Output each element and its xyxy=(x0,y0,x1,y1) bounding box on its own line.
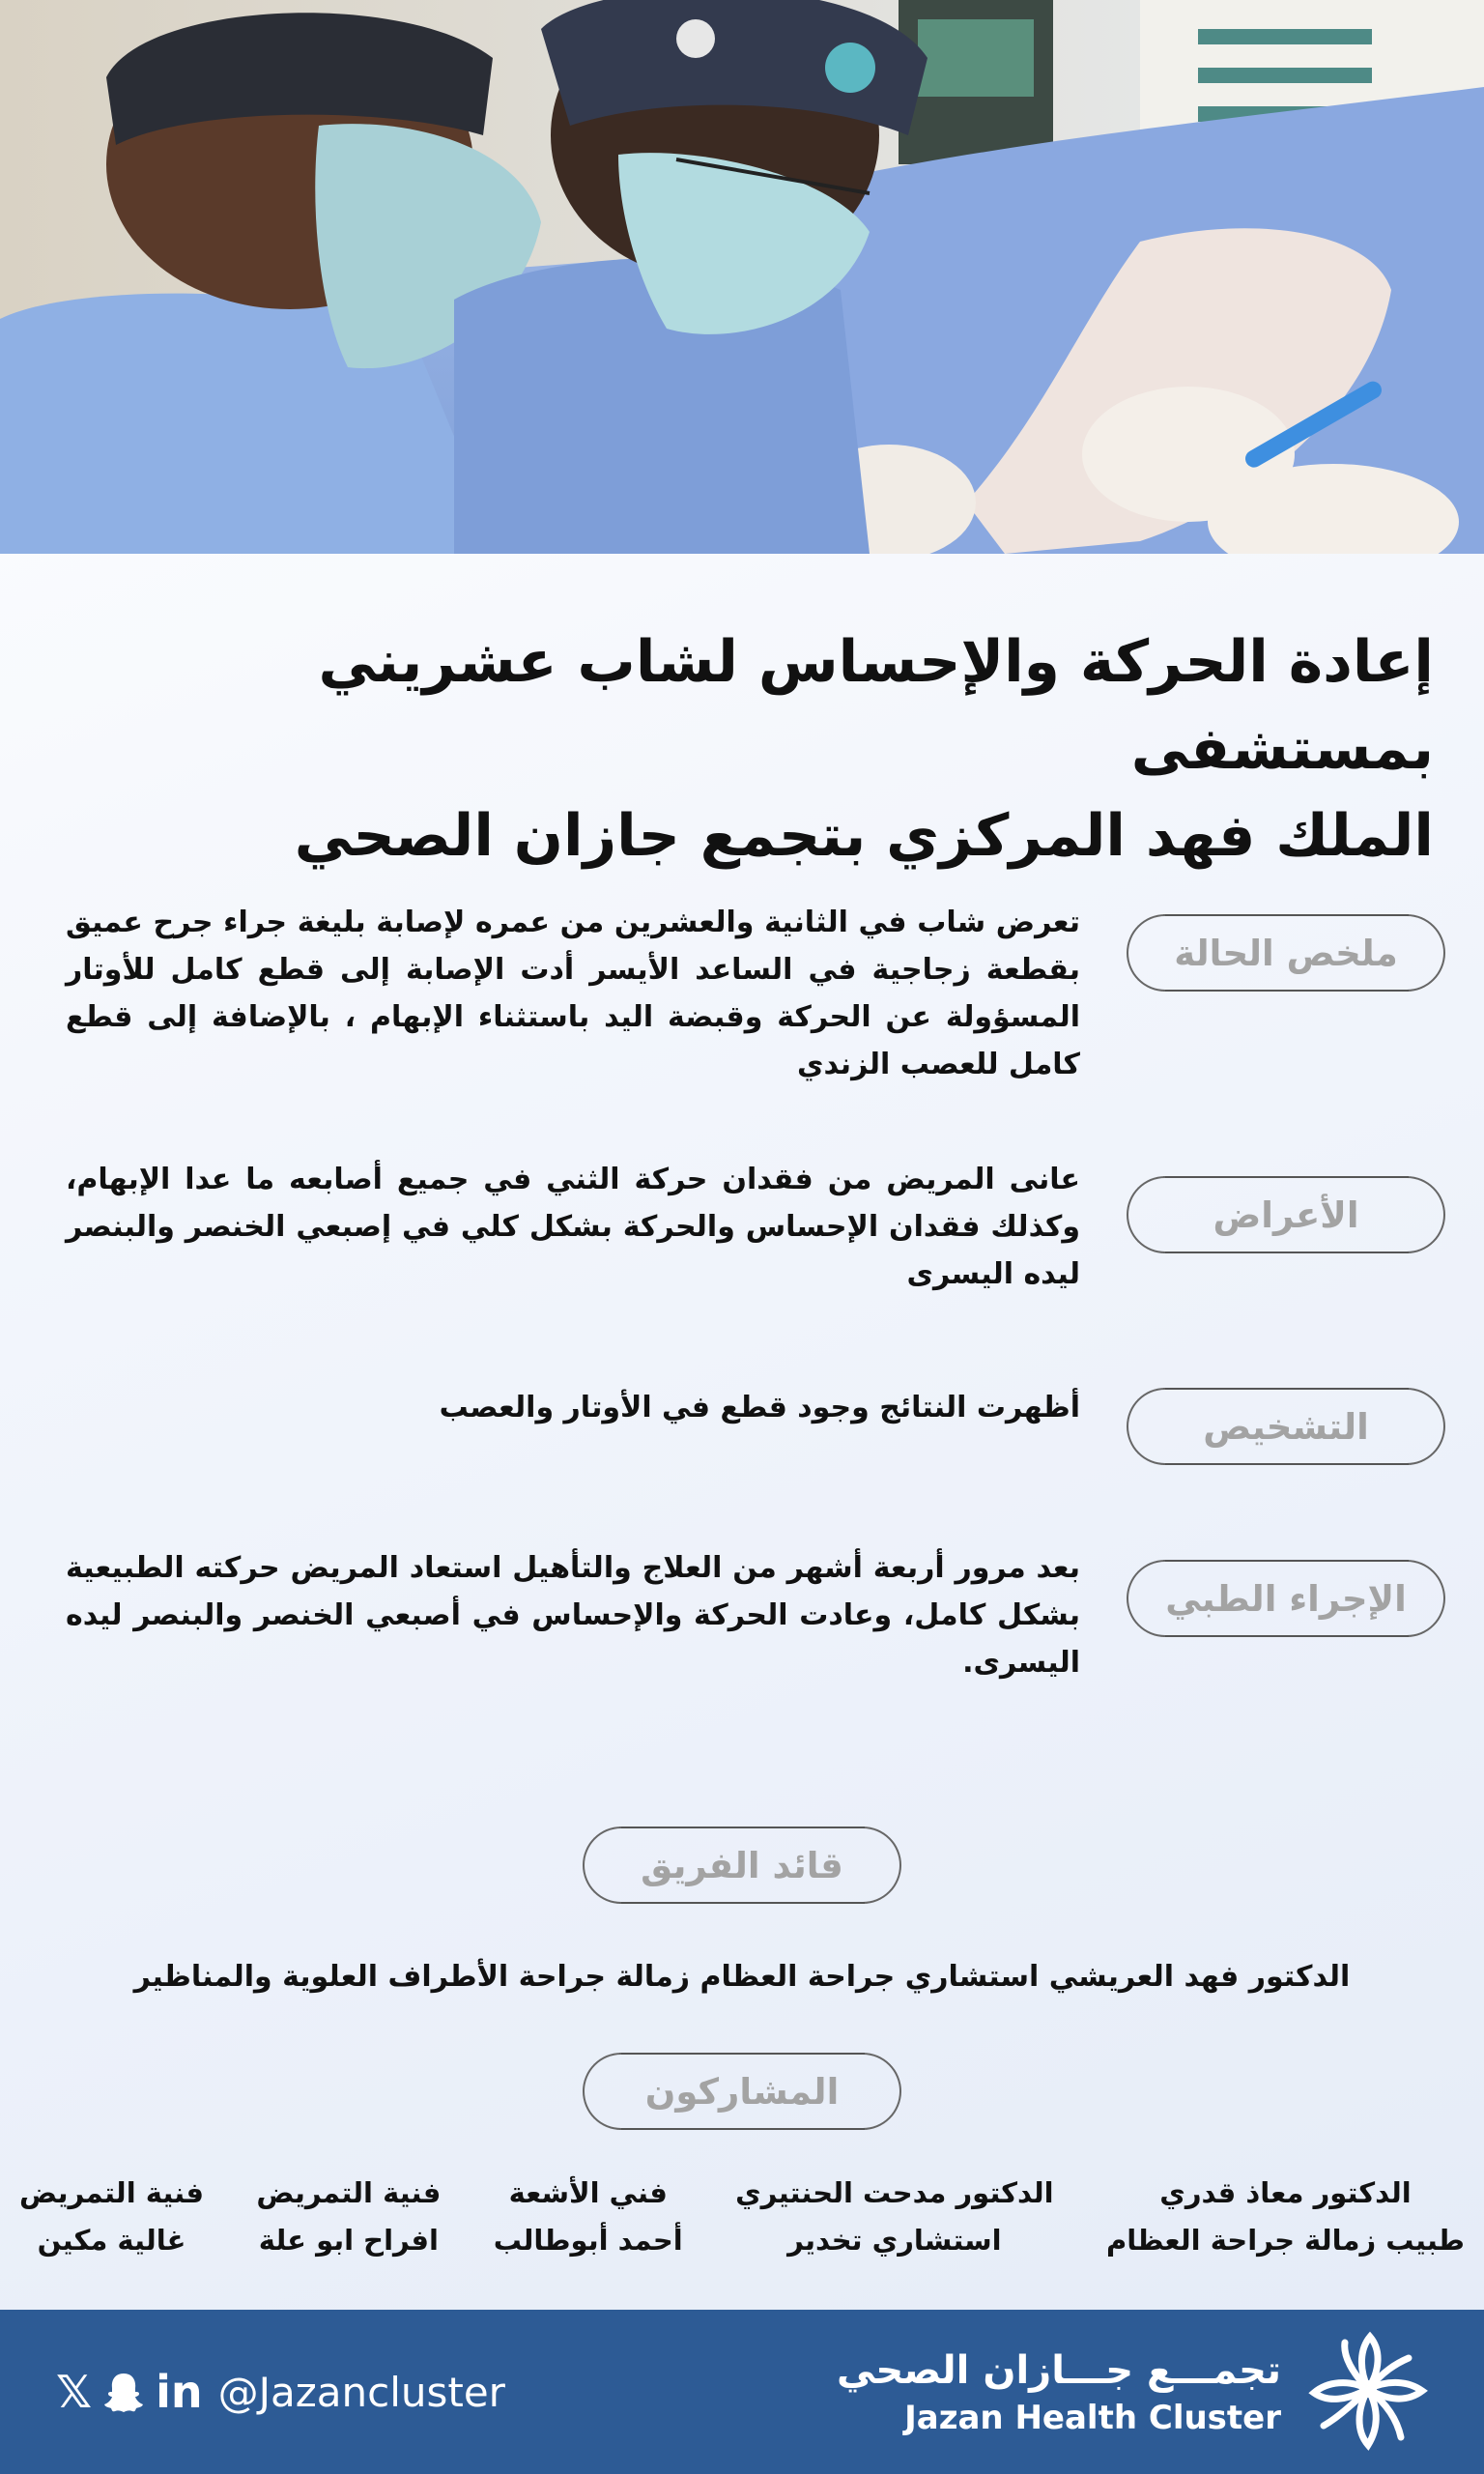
linkedin-icon[interactable]: in xyxy=(156,2366,203,2418)
team-leader-label xyxy=(583,1827,901,1904)
social-handle[interactable]: @Jazancluster xyxy=(217,2368,505,2416)
surgeon-photo xyxy=(0,0,1484,554)
section-label-procedure xyxy=(1127,1560,1445,1637)
title-line-2: الملك فهد المركزي بتجمع جازان الصحي xyxy=(294,802,1434,870)
section-text-case-summary: تعرض شاب في الثانية والعشرين من عمره لإصابة بليغة جراء جرح عميق بقطعة زجاجية في الساعد الأيسر أدت الإصابة إلى قطع كامل للأوتار المسؤولة عن الحركة وقبضة اليد باستثناء الإبهام ، بالإضافة إلى قطع كامل للعصب الزندي xyxy=(66,906,1080,1081)
brand-text xyxy=(837,2345,1281,2439)
footer-bar xyxy=(0,2310,1484,2474)
participant-name: أحمد أبوطالب xyxy=(493,2224,683,2257)
section-label-text: الأعراض xyxy=(1213,1194,1359,1236)
section-label-symptoms xyxy=(1127,1176,1445,1253)
page-title xyxy=(50,618,1434,879)
participant-name: طبيب زمالة جراحة العظام xyxy=(1106,2224,1465,2257)
x-icon[interactable]: 𝕏 xyxy=(56,2366,93,2418)
participant-3 xyxy=(494,2170,683,2264)
hero-photo xyxy=(0,0,1484,554)
participant-name: افراح ابو علة xyxy=(258,2224,439,2257)
participant-role: الدكتور مدحت الحنتيري xyxy=(735,2176,1054,2209)
participant-role: الدكتور معاذ قدري xyxy=(1159,2176,1412,2209)
participant-1 xyxy=(1106,2170,1465,2264)
participant-4 xyxy=(256,2170,441,2264)
brand-logo xyxy=(837,2329,1436,2455)
team-leader-label-text: قائد الفريق xyxy=(641,1844,843,1886)
cluster-flower-logo-icon xyxy=(1300,2329,1436,2455)
participant-name: استشاري تخدير xyxy=(787,2224,1002,2257)
participant-5 xyxy=(19,2170,204,2264)
section-label-case-summary xyxy=(1127,914,1445,992)
section-text-diagnosis: أظهرت النتائج وجود قطع في الأوتار والعصب xyxy=(439,1391,1080,1424)
social-links xyxy=(56,2310,505,2474)
participant-role: فنية التمريض xyxy=(19,2176,204,2209)
section-text-symptoms: عانى المريض من فقدان حركة الثني في جميع أصابعه ما عدا الإبهام، وكذلك فقدان الإحساس والحركة بشكل كلي في إصبعي الخنصر والبنصر ليده اليسرى xyxy=(66,1163,1080,1291)
snapchat-icon[interactable] xyxy=(101,2370,146,2414)
participants-label-text: المشاركون xyxy=(644,2070,840,2113)
section-label-text: التشخيص xyxy=(1203,1405,1369,1448)
participant-name: غالية مكين xyxy=(37,2224,186,2257)
participants-list xyxy=(19,2170,1465,2264)
participant-role: فني الأشعة xyxy=(508,2176,668,2209)
section-label-text: ملخص الحالة xyxy=(1174,932,1398,974)
participants-label xyxy=(583,2053,901,2130)
title-line-1: إعادة الحركة والإحساس لشاب عشريني بمستشفى xyxy=(318,628,1434,783)
section-text-procedure: بعد مرور أربعة أشهر من العلاج والتأهيل استعاد المريض حركته الطبيعية بشكل كامل، وعادت الحركة والإحساس في أصبعي الخنصر والبنصر ليده اليسرى. xyxy=(66,1551,1080,1680)
section-label-text: الإجراء الطبي xyxy=(1165,1577,1407,1620)
section-label-diagnosis xyxy=(1127,1388,1445,1465)
brand-name-arabic: تجمـــع جـــازان الصحي xyxy=(836,2348,1281,2393)
team-leader-text: الدكتور فهد العريشي استشاري جراحة العظام زمالة جراحة الأطراف العلوية والمناظير xyxy=(133,1960,1351,1994)
participant-role: فنية التمريض xyxy=(256,2176,442,2209)
participant-2 xyxy=(735,2170,1054,2264)
brand-name-english: Jazan Health Cluster xyxy=(904,2399,1281,2437)
